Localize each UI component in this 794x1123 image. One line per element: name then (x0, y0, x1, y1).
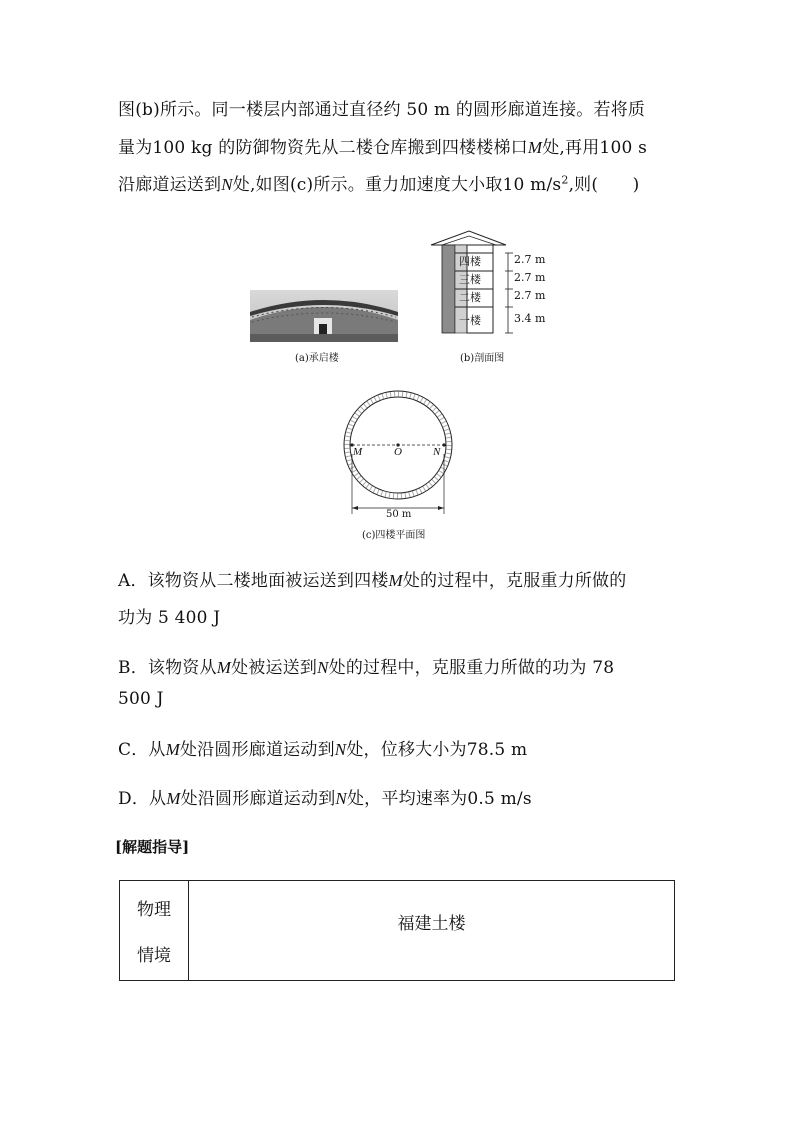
question-text: 沿廊道运送到 (118, 175, 222, 195)
option-text: 处的过程中，克服重力所做的功为 78 (328, 658, 615, 678)
earth-building-photo (250, 290, 398, 342)
floor-label-1: 一楼 (459, 314, 481, 327)
option-b-line-2: 500 J (118, 689, 164, 709)
table-header-cell (120, 881, 189, 981)
option-text: B．该物资从 (118, 658, 217, 678)
point-o-label: O (394, 446, 402, 458)
option-a-line-2: 功为 5 400 J (118, 608, 221, 628)
height-label-1: 3.4 m (514, 312, 546, 325)
option-b (118, 653, 614, 678)
option-text: A．该物资从二楼地面被运送到四楼 (118, 571, 389, 591)
table-row (120, 881, 675, 981)
point-n-ref: N (317, 658, 329, 677)
option-text: 处沿圆形廊道运动到 (180, 789, 336, 809)
option-text: D．从 (118, 789, 167, 809)
floor-label-4: 四楼 (459, 255, 481, 268)
floor-plan-diagram (336, 364, 460, 524)
option-text: 处，平均速率为0.5 m/s (346, 789, 532, 809)
header-line-1: 物理 (137, 900, 171, 920)
table-value-cell: 福建土楼 (189, 881, 675, 981)
option-text: 处，位移大小为78.5 m (346, 740, 528, 760)
point-n-label: N (433, 446, 441, 458)
point-n-ref: N (221, 175, 233, 194)
option-a (118, 566, 626, 591)
floor-label-3: 三楼 (459, 273, 481, 286)
option-c (118, 735, 527, 760)
caption-c: (c)四楼平面图 (362, 530, 426, 541)
exponent: 2 (561, 173, 569, 187)
height-label-2: 2.7 m (514, 289, 546, 302)
point-m-ref: M (527, 138, 543, 157)
diameter-label: 50 m (386, 509, 412, 520)
question-line-1 (118, 95, 645, 120)
floor-label-2: 二楼 (459, 291, 481, 304)
option-text: 处沿圆形廊道运动到 (179, 740, 335, 760)
question-line-3 (118, 170, 639, 195)
question-text: 量为100 kg 的防御物资先从二楼仓库搬到四楼楼梯口 (118, 138, 528, 158)
option-d (118, 784, 532, 809)
guide-title: [解题指导] (115, 838, 190, 856)
question-text: ,则( ) (568, 175, 640, 195)
point-m-label: M (353, 446, 363, 458)
point-m-ref: M (166, 789, 181, 808)
header-line-2: 情境 (137, 946, 171, 966)
option-text: C．从 (118, 740, 166, 760)
point-m-ref: M (216, 658, 232, 677)
point-m-ref: M (388, 571, 403, 590)
question-line-2 (118, 133, 647, 158)
option-text: 处的过程中，克服重力所做的 (402, 571, 627, 591)
guide-table (119, 880, 675, 981)
height-label-4: 2.7 m (514, 253, 546, 266)
point-n-ref: N (334, 740, 347, 759)
question-text: 处,如图(c)所示。重力加速度大小取10 m/s (232, 175, 562, 195)
point-n-ref: N (335, 789, 347, 808)
question-text: 图(b)所示。同一楼层内部通过直径约 50 m 的圆形廊道连接。若将质 (118, 100, 646, 120)
option-text: 处被运送到 (231, 658, 318, 678)
caption-b: (b)剖面图 (460, 353, 505, 364)
height-label-3: 2.7 m (514, 271, 546, 284)
point-m-ref: M (165, 740, 180, 759)
caption-a: (a)承启楼 (295, 353, 339, 364)
question-text: 处,再用100 s (542, 138, 647, 158)
